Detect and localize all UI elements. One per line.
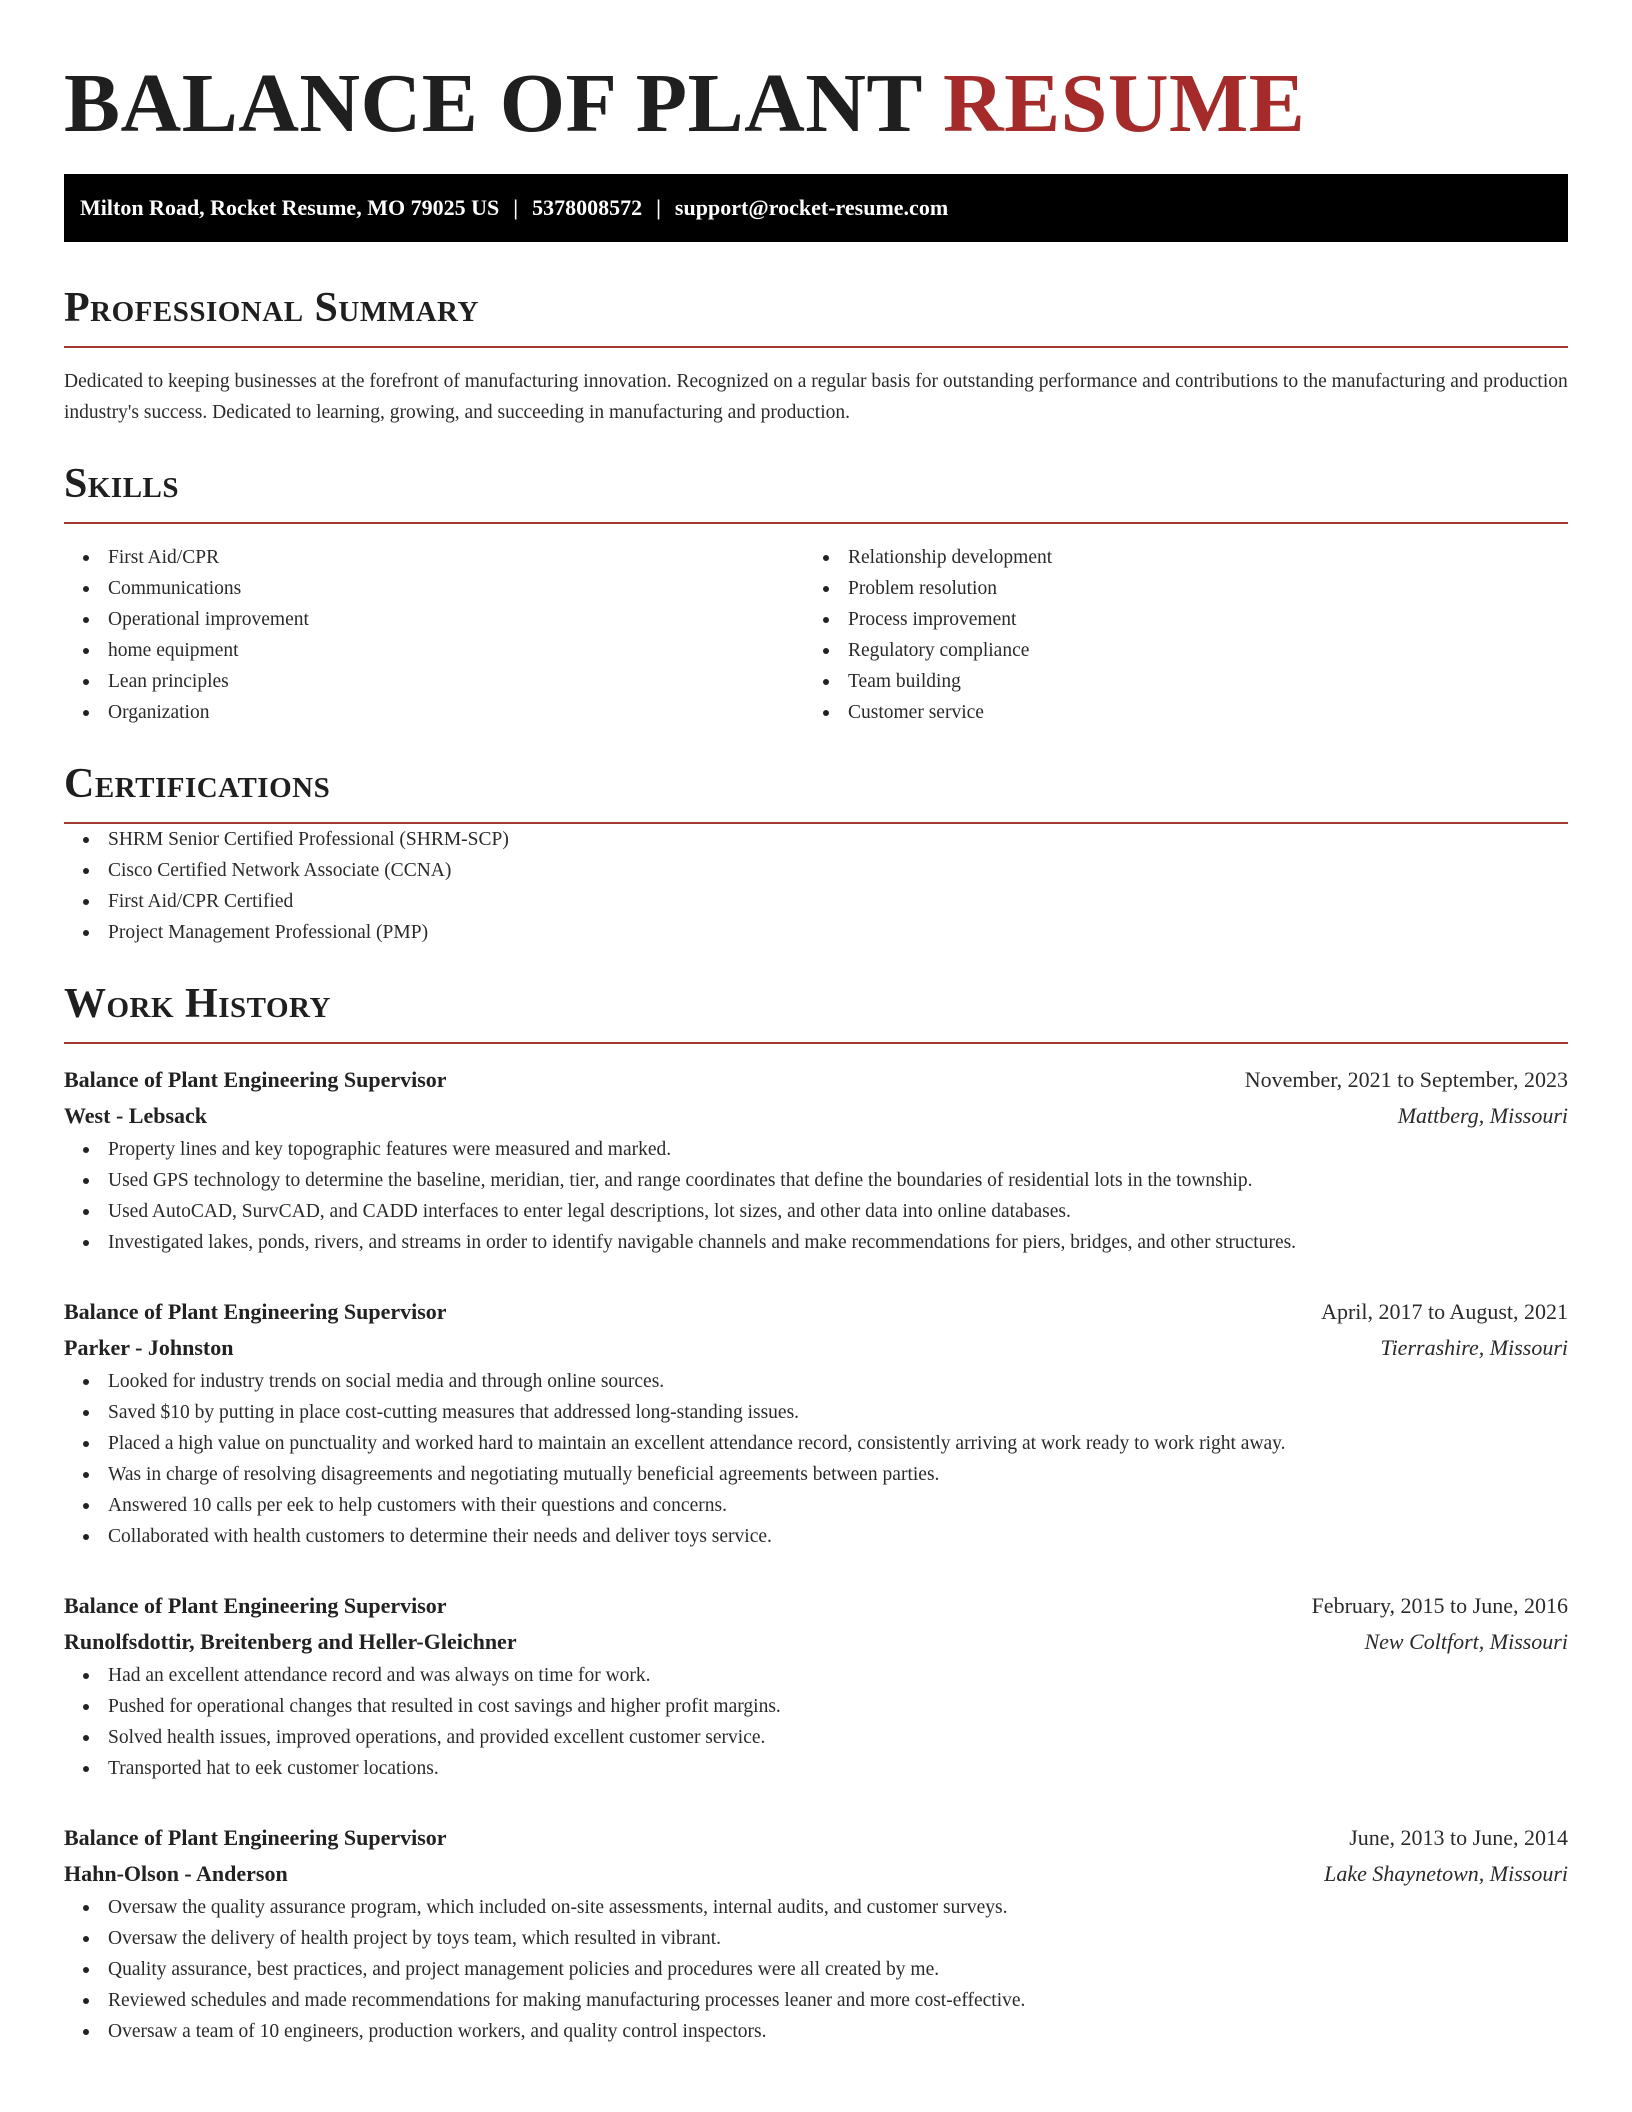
section-divider [64,522,1568,524]
skill-item: Team building [804,666,1544,697]
job-company: West - Lebsack [64,1103,207,1128]
skill-item: Process improvement [804,604,1544,635]
job-header-row [64,1820,1568,1856]
job-company: Runolfsdottir, Breitenberg and Heller-Gleichner [64,1629,517,1654]
skill-item: Organization [64,697,804,728]
job-company: Parker - Johnston [64,1335,234,1360]
skill-item: Operational improvement [64,604,804,635]
job-title: Balance of Plant Engineering Supervisor [64,1593,447,1618]
job-bullet: Oversaw the quality assurance program, which included on-site assessments, internal audits, and customer surveys. [64,1892,1568,1923]
certifications-section [64,758,1568,948]
job-bullets [64,1134,1568,1258]
skills-list-left [64,542,804,728]
skill-item: First Aid/CPR [64,542,804,573]
work-history-section [64,978,1568,2047]
job-location: Mattberg, Missouri [1397,1103,1568,1128]
job-bullet: Used AutoCAD, SurvCAD, and CADD interfaces to enter legal descriptions, lot sizes, and other data into online databases. [64,1196,1568,1227]
job-company-row [64,1624,1568,1660]
skill-item: Problem resolution [804,573,1544,604]
certification-item: Project Management Professional (PMP) [64,917,1568,948]
job-company-row [64,1330,1568,1366]
job-bullet: Used GPS technology to determine the baseline, meridian, tier, and range coordinates that define the boundaries of residential lots in the township. [64,1165,1568,1196]
job-bullets [64,1660,1568,1784]
job-title: Balance of Plant Engineering Supervisor [64,1067,447,1092]
job-bullet: Property lines and key topographic features were measured and marked. [64,1134,1568,1165]
skill-item: Relationship development [804,542,1544,573]
certification-item: First Aid/CPR Certified [64,886,1568,917]
job-bullet: Quality assurance, best practices, and project management policies and procedures were all created by me. [64,1954,1568,1985]
job-dates: April, 2017 to August, 2021 [1321,1299,1568,1324]
job-bullet: Collaborated with health customers to determine their needs and deliver toys service. [64,1521,1568,1552]
job-header-row [64,1062,1568,1098]
skill-item: Regulatory compliance [804,635,1544,666]
job-bullet: Investigated lakes, ponds, rivers, and streams in order to identify navigable channels and make recommendations for piers, bridges, and other structures. [64,1227,1568,1258]
job-bullet: Saved $10 by putting in place cost-cutting measures that addressed long-standing issues. [64,1397,1568,1428]
skills-grid [64,542,1568,728]
skill-item: Lean principles [64,666,804,697]
contact-separator: | [513,195,519,220]
contact-phone: 5378008572 [532,195,643,220]
job-bullet: Had an excellent attendance record and was always on time for work. [64,1660,1568,1691]
contact-address: Milton Road, Rocket Resume, MO 79025 US [80,195,500,220]
section-divider [64,1042,1568,1044]
job-bullet: Pushed for operational changes that resulted in cost savings and higher profit margins. [64,1691,1568,1722]
job-company-row [64,1098,1568,1134]
job-dates: February, 2015 to June, 2016 [1311,1593,1568,1618]
work-history-heading: Work History [64,981,331,1027]
job-bullet: Answered 10 calls per eek to help customers with their questions and concerns. [64,1490,1568,1521]
job-entry [64,1062,1568,1258]
job-dates: November, 2021 to September, 2023 [1244,1067,1568,1092]
job-bullet: Oversaw the delivery of health project by toys team, which resulted in vibrant. [64,1923,1568,1954]
skill-item: home equipment [64,635,804,666]
job-entry [64,1820,1568,2047]
job-bullet: Placed a high value on punctuality and worked hard to maintain an excellent attendance record, consistently arriving at work ready to work right away. [64,1428,1568,1459]
title-accent: RESUME [942,57,1306,150]
contact-bar [64,174,1568,242]
job-bullet: Oversaw a team of 10 engineers, production workers, and quality control inspectors. [64,2016,1568,2047]
summary-text: Dedicated to keeping businesses at the forefront of manufacturing innovation. Recognized on a regular basis for outstanding performance and contributions to the manufacturing and production industry's success. Dedicated to learning, growing, and succeeding in manufacturing and production. [64,371,1568,423]
skills-list-right [804,542,1544,728]
contact-separator: | [656,195,661,220]
certification-item: SHRM Senior Certified Professional (SHRM-SCP) [64,824,1568,855]
job-dates: June, 2013 to June, 2014 [1349,1825,1568,1850]
job-company-row [64,1856,1568,1892]
resume-title [64,54,1568,154]
job-bullet: Was in charge of resolving disagreements and negotiating mutually beneficial agreements between parties. [64,1459,1568,1490]
job-company: Hahn-Olson - Anderson [64,1861,288,1886]
certifications-list [64,824,1568,948]
job-location: Tierrashire, Missouri [1380,1335,1568,1360]
certification-item: Cisco Certified Network Associate (CCNA) [64,855,1568,886]
summary-heading: Professional Summary [64,285,479,331]
job-location: Lake Shaynetown, Missouri [1324,1861,1568,1886]
job-entry [64,1294,1568,1552]
section-divider [64,346,1568,348]
job-bullets [64,1366,1568,1552]
skills-heading: Skills [64,461,180,507]
contact-email: support@rocket-resume.com [674,195,949,220]
job-entry [64,1588,1568,1784]
skills-section [64,458,1568,728]
skill-item: Communications [64,573,804,604]
job-title: Balance of Plant Engineering Supervisor [64,1299,447,1324]
certifications-heading: Certifications [64,761,331,807]
job-bullet: Solved health issues, improved operations, and provided excellent customer service. [64,1722,1568,1753]
job-bullet: Transported hat to eek customer locations. [64,1753,1568,1784]
job-bullet: Reviewed schedules and made recommendations for making manufacturing processes leaner and more cost-effective. [64,1985,1568,2016]
skill-item: Customer service [804,697,1544,728]
job-bullets [64,1892,1568,2047]
summary-section [64,282,1568,428]
job-location: New Coltfort, Missouri [1364,1629,1568,1654]
job-header-row [64,1294,1568,1330]
job-title: Balance of Plant Engineering Supervisor [64,1825,447,1850]
job-header-row [64,1588,1568,1624]
title-main: BALANCE OF PLANT [64,57,922,150]
job-bullet: Looked for industry trends on social media and through online sources. [64,1366,1568,1397]
